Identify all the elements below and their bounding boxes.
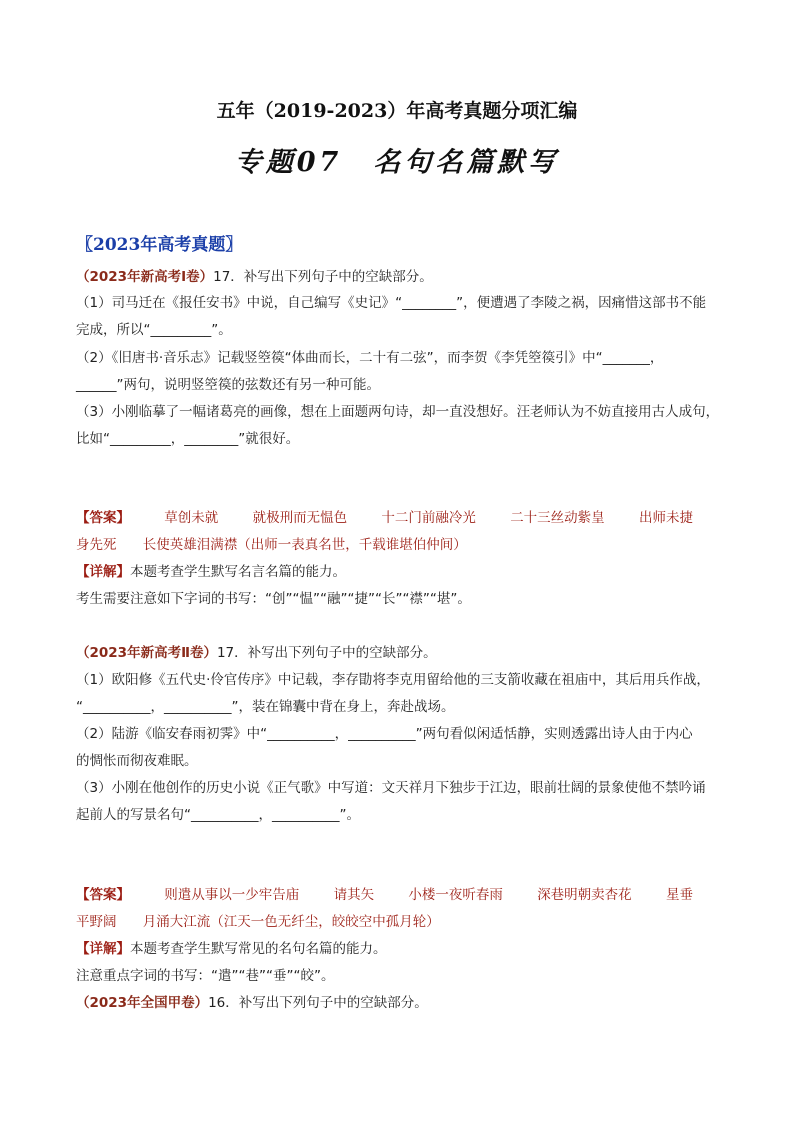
question-stem: 17．补写出下列句子中的空缺部分。 — [216, 645, 437, 661]
detail-label: 【详解】 — [76, 941, 130, 957]
answer-item: 深巷明朝卖杏花 — [537, 887, 632, 903]
answer-item: 小楼一夜听春雨 — [408, 887, 503, 903]
answer-label: 【答案】 — [76, 510, 130, 526]
question-line: （3）小刚临摹了一幅诸葛亮的画像，想在上面题两句诗，却一直没想好。汪老师认为不妨直接用古人成句， — [76, 404, 720, 420]
question-stem: 16．补写出下列句子中的空缺部分。 — [208, 995, 428, 1011]
answer-item: 二十三丝动紫皇 — [510, 510, 605, 526]
answer-item: 月涌大江流（江天一色无纤尘，皎皎空中孤月轮） — [142, 914, 440, 930]
question-line: （3）小刚在他创作的历史小说《正气歌》中写道：文天祥月下独步于江边，眼前壮阔的景象使他不禁吟诵 — [76, 780, 706, 796]
question-source: （2023年新高考Ⅱ卷） — [76, 645, 217, 661]
question-stem: 17．补写出下列句子中的空缺部分。 — [213, 269, 433, 285]
question-source: （2023年新高考Ⅰ卷） — [76, 269, 214, 285]
question-line: （2）陆游《临安春雨初霁》中“__________，__________”两句看似闲适恬静，实则透露出诗人由于内心 — [76, 726, 693, 742]
question-line: ______”两句，说明竖箜篌的弦数还有另一种可能。 — [76, 377, 380, 393]
answer-2-detail — [76, 940, 387, 958]
question-source: （2023年全国甲卷） — [76, 995, 209, 1011]
topic-subtitle: 专题07 名句名篇默写 — [234, 147, 560, 178]
answer-1-continued — [76, 536, 467, 554]
question-line: “__________，__________”，装在锦囊中背在身上，奔赴战场。 — [76, 699, 455, 715]
answer-1-detail — [76, 563, 346, 581]
answer-item: 出师未捷 — [638, 510, 693, 526]
answer-item: 平野阔 — [76, 914, 117, 930]
answer-2-continued — [76, 913, 440, 931]
answer-item: 草创未就 — [164, 510, 219, 526]
question-line: （1）司马迁在《报任安书》中说，自己编写《史记》“________”，便遭遇了李陵之祸，因痛惜这部书不能 — [76, 295, 707, 311]
answer-item: 请其矢 — [333, 887, 375, 903]
answer-label: 【答案】 — [76, 887, 130, 903]
detail-text: 本题考查学生默写名言名篇的能力。 — [130, 564, 346, 580]
answer-1-note: 考生需要注意如下字词的书写：“创”“愠”“融”“捷”“长”“襟”“堪”。 — [76, 591, 471, 607]
question-3-header — [76, 994, 428, 1012]
answer-1 — [76, 509, 693, 527]
question-line: （1）欧阳修《五代史·伶官传序》中记载，李存勖将李克用留给他的三支箭收藏在祖庙中，其后用兵作战， — [76, 672, 710, 688]
detail-label: 【详解】 — [76, 564, 130, 580]
answer-item: 则遣从事以一少牢告庙 — [164, 887, 300, 903]
question-line: 比如“_________，________”就很好。 — [76, 431, 300, 447]
answer-2-note: 注意重点字词的书写：“遣”“巷”“垂”“皎”。 — [76, 968, 335, 984]
question-line: 的惆怅而彻夜难眠。 — [76, 753, 198, 769]
question-line: 起前人的写景名句“__________，__________”。 — [76, 807, 360, 823]
answer-item: 就极刑而无愠色 — [252, 510, 348, 526]
detail-text: 本题考查学生默写常见的名句名篇的能力。 — [130, 941, 387, 957]
answer-item: 十二门前融冷光 — [381, 510, 476, 526]
question-1-header — [76, 268, 433, 286]
answer-item: 星垂 — [665, 887, 693, 903]
answer-item: 身先死 — [76, 537, 117, 553]
question-line: （2）《旧唐书·音乐志》记载竖箜篌“体曲而长，二十有二弦”，而李贺《李凭箜篌引》中“_______， — [76, 350, 664, 366]
section-heading: 〖2023年高考真题〗 — [76, 235, 243, 255]
page-title: 五年（2019-2023）年高考真题分项汇编 — [216, 100, 578, 122]
question-2-header — [76, 644, 437, 662]
question-line: 完成，所以“_________”。 — [76, 322, 232, 338]
answer-2 — [76, 886, 693, 904]
answer-item: 长使英雄泪满襟（出师一表真名世，千载谁堪伯仲间） — [142, 537, 467, 553]
